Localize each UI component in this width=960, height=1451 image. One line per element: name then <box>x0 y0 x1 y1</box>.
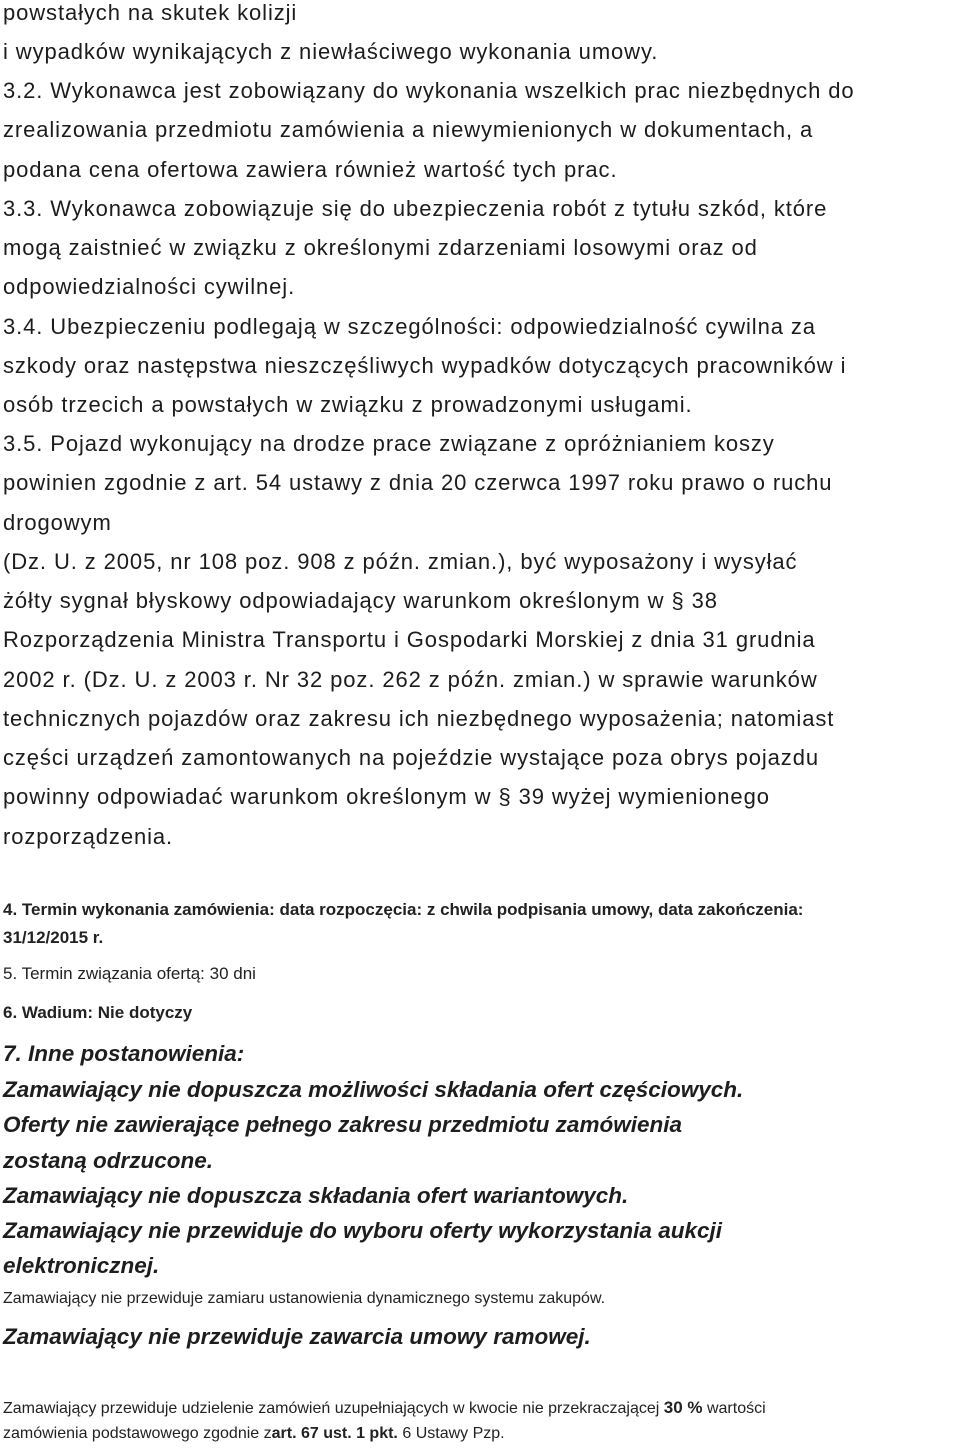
section-7-line-7: Zamawiający nie przewiduje zawarcia umowy ramowej. <box>3 1324 591 1349</box>
paragraph-line: rozporządzenia. <box>3 824 174 849</box>
footer-line-2 <box>3 1425 505 1443</box>
paragraph-line: szkody oraz następstwa nieszczęśliwych wypadków dotyczących pracowników i <box>3 353 847 378</box>
footer-text: wartości <box>706 1400 766 1417</box>
paragraph-line: 3.4. Ubezpieczeniu podlegają w szczególności: odpowiedzialność cywilna za <box>3 314 816 339</box>
section-7-line-3: zostaną odrzucone. <box>3 1148 214 1173</box>
section-4-line-2: 31/12/2015 r. <box>3 928 104 947</box>
paragraph-line: (Dz. U. z 2005, nr 108 poz. 908 z późn. zmian.), być wyposażony i wysyłać <box>3 549 798 574</box>
paragraph-line: i wypadków wynikających z niewłaściwego wykonania umowy. <box>3 39 659 64</box>
section-7-heading: 7. Inne postanowienia: <box>3 1041 245 1066</box>
paragraph-line: części urządzeń zamontowanych na pojeździe wystające poza obrys pojazdu <box>3 745 819 770</box>
section-7-line-5: Zamawiający nie przewiduje do wyboru oferty wykorzystania aukcji <box>3 1218 722 1243</box>
footer-percentage: 30 % <box>663 1398 703 1417</box>
footer-legal-reference: art. 67 ust. 1 pkt. <box>271 1425 398 1442</box>
footer-text: 6 <box>402 1425 412 1442</box>
section-6-text: 6. Wadium: Nie dotyczy <box>3 1003 193 1022</box>
paragraph-line: 3.3. Wykonawca zobowiązuje się do ubezpieczenia robót z tytułu szkód, które <box>3 196 828 221</box>
footer-text: Zamawiający przewiduje udzielenie zamówień uzupełniających w kwocie nie przekraczającej <box>3 1400 660 1417</box>
section-7-line-6: elektronicznej. <box>3 1253 160 1278</box>
section-7-line-4: Zamawiający nie dopuszcza składania ofert wariantowych. <box>3 1183 629 1208</box>
paragraph-line: osób trzecich a powstałych w związku z prowadzonymi usługami. <box>3 392 693 417</box>
paragraph-line: powinien zgodnie z art. 54 ustawy z dnia 20 czerwca 1997 roku prawo o ruchu <box>3 470 833 495</box>
section-7-line-1: Zamawiający nie dopuszcza możliwości składania ofert częściowych. <box>3 1077 744 1102</box>
section-7-small-line: Zamawiający nie przewiduje zamiaru ustanowienia dynamicznego systemu zakupów. <box>3 1290 606 1307</box>
paragraph-line: drogowym <box>3 510 112 535</box>
footer-line-1 <box>3 1398 766 1418</box>
paragraph-line: powstałych na skutek kolizji <box>3 0 298 25</box>
footer-text: Ustawy Pzp. <box>415 1425 505 1442</box>
paragraph-line: żółty sygnał błyskowy odpowiadający warunkom określonym w § 38 <box>3 588 718 613</box>
paragraph-line: powinny odpowiadać warunkom określonym w § 39 wyżej wymienionego <box>3 784 770 809</box>
paragraph-line: 3.2. Wykonawca jest zobowiązany do wykonania wszelkich prac niezbędnych do <box>3 78 855 103</box>
paragraph-line: mogą zaistnieć w związku z określonymi zdarzeniami losowymi oraz od <box>3 235 758 260</box>
paragraph-line: 3.5. Pojazd wykonujący na drodze prace związane z opróżnianiem koszy <box>3 431 775 456</box>
section-7-line-2: Oferty nie zawierające pełnego zakresu przedmiotu zamówienia <box>3 1112 682 1137</box>
paragraph-line: 2002 r. (Dz. U. z 2003 r. Nr 32 poz. 262 z późn. zmian.) w sprawie warunków <box>3 667 818 692</box>
paragraph-line: Rozporządzenia Ministra Transportu i Gospodarki Morskiej z dnia 31 grudnia <box>3 627 816 652</box>
paragraph-line: zrealizowania przedmiotu zamówienia a niewymienionych w dokumentach, a <box>3 117 814 142</box>
section-5-text: 5. Termin związania ofertą: 30 dni <box>3 964 256 983</box>
paragraph-line: technicznych pojazdów oraz zakresu ich niezbędnego wyposażenia; natomiast <box>3 706 835 731</box>
footer-text: zamówienia podstawowego zgodnie z <box>3 1425 272 1442</box>
paragraph-line: podana cena ofertowa zawiera również wartość tych prac. <box>3 157 618 182</box>
section-4-line-1: 4. Termin wykonania zamówienia: data rozpoczęcia: z chwila podpisania umowy, data zakończenia: <box>3 900 804 919</box>
paragraph-line: odpowiedzialności cywilnej. <box>3 274 296 299</box>
